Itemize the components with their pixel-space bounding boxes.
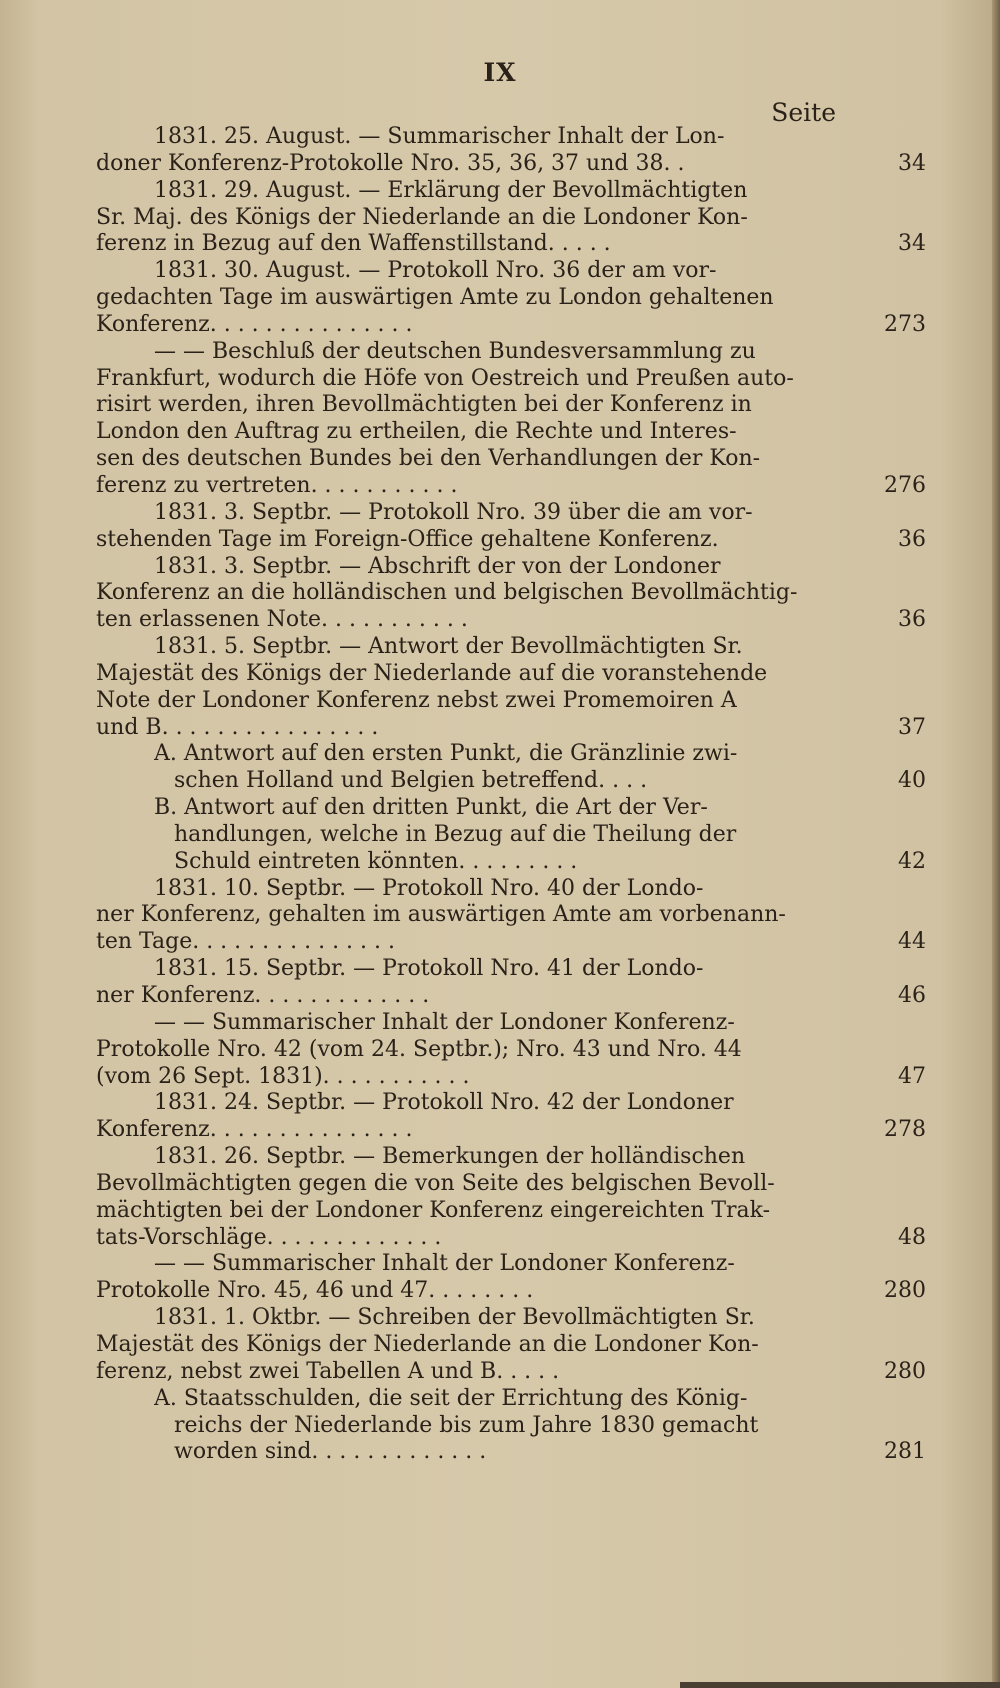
toc-entry-line: reichs der Niederlande bis zum Jahre 1830 gemacht — [174, 1412, 759, 1438]
toc-entry-line: ten Tage. . . . . . . . . . . . . . . — [96, 929, 396, 955]
toc-page-number: 278 — [884, 1117, 926, 1143]
toc-entry — [96, 499, 926, 554]
toc-entry-line: 1831. 30. August. — Protokoll Nro. 36 der am vor- — [154, 258, 717, 284]
toc-entry-line: 1831. 15. Septbr. — Protokoll Nro. 41 der Londo- — [154, 956, 704, 982]
toc-entry-line: schen Holland und Belgien betreffend. . . . — [174, 768, 648, 794]
toc-page-number: 37 — [898, 714, 926, 740]
toc-entry-line: Protokolle Nro. 45, 46 und 47. . . . . . . . — [96, 1278, 534, 1304]
toc-entry-line: tats-Vorschläge. . . . . . . . . . . . . — [96, 1224, 442, 1250]
toc-entry-line: 1831. 24. Septbr. — Protokoll Nro. 42 der Londoner — [154, 1090, 734, 1116]
toc-entry-line: — — Summarischer Inhalt der Londoner Konferenz- — [154, 1251, 735, 1277]
toc-entry-line: stehenden Tage im Foreign-Office gehaltene Konferenz. — [96, 526, 719, 552]
toc-entry-line: — — Summarischer Inhalt der Londoner Konferenz- — [154, 1009, 735, 1035]
toc-entry — [154, 1385, 926, 1467]
toc-entry-line: 1831. 3. Septbr. — Abschrift der von der Londoner — [154, 553, 721, 579]
toc-entry — [96, 1305, 926, 1386]
toc-entry — [96, 1144, 926, 1251]
toc-entry-line: ner Konferenz. . . . . . . . . . . . . — [96, 983, 430, 1008]
toc-entry-line: Majestät des Königs der Niederlande auf die voranstehende — [96, 660, 768, 686]
toc-entry-line: Majestät des Königs der Niederlande an die Londoner Kon- — [96, 1331, 759, 1357]
toc-page-number: 47 — [898, 1063, 926, 1089]
toc-entry-line: Bevollmächtigten gegen die von Seite des belgischen Bevoll- — [96, 1170, 775, 1196]
toc-page-number: 281 — [884, 1439, 926, 1465]
toc-entry-line: Sr. Maj. des Königs der Niederlande an die Londoner Kon- — [96, 204, 748, 230]
toc-entry-line: 1831. 3. Septbr. — Protokoll Nro. 39 über die am vor- — [154, 499, 753, 525]
toc-entry-line: Konferenz. . . . . . . . . . . . . . . — [96, 1117, 413, 1143]
toc-entry-line: Note der Londoner Konferenz nebst zwei Promemoiren A — [96, 687, 737, 713]
toc-page-number: 34 — [898, 231, 926, 257]
toc-page-number: 36 — [898, 526, 926, 552]
toc-entry-line: 1831. 25. August. — Summarischer Inhalt der Lon- — [154, 124, 725, 149]
toc-entry — [154, 741, 926, 795]
toc-entry-line: risirt werden, ihren Bevollmächtigten bei der Konferenz in — [96, 392, 752, 418]
toc-entry — [96, 1009, 926, 1091]
toc-entry — [96, 124, 926, 178]
toc-entry — [154, 795, 926, 876]
toc-entry-line: gedachten Tage im auswärtigen Amte zu London gehaltenen — [96, 285, 774, 311]
toc-page-number: 40 — [898, 768, 926, 794]
toc-entry-line: London den Auftrag zu ertheilen, die Rechte und Interes- — [96, 419, 737, 445]
toc-entry-line: — — Beschluß der deutschen Bundesversammlung zu — [154, 338, 756, 364]
toc-entry-line: ferenz zu vertreten. . . . . . . . . . . — [96, 472, 458, 498]
table-of-contents — [96, 124, 926, 1466]
toc-page-number: 273 — [884, 311, 926, 337]
toc-entry-line: ner Konferenz, gehalten im auswärtigen Amte am vorbenann- — [96, 902, 786, 928]
toc-entry-line: A. Antwort auf den ersten Punkt, die Gränzlinie zwi- — [154, 741, 738, 767]
toc-page-number: 46 — [898, 983, 926, 1008]
toc-page-number: 280 — [884, 1278, 926, 1304]
toc-entry — [96, 956, 926, 1010]
toc-page-number: 34 — [898, 150, 926, 176]
toc-entry — [96, 1251, 926, 1305]
toc-entry — [96, 875, 926, 957]
toc-entry — [96, 338, 926, 500]
toc-entry-line: 1831. 5. Septbr. — Antwort der Bevollmächtigten Sr. — [154, 634, 743, 660]
toc-entry — [96, 258, 926, 339]
toc-entry-line: Protokolle Nro. 42 (vom 24. Septbr.); Nro. 43 und Nro. 44 — [96, 1036, 742, 1062]
toc-entry-line: 1831. 10. Septbr. — Protokoll Nro. 40 der Londo- — [154, 875, 704, 901]
toc-page-number: 280 — [884, 1358, 926, 1384]
toc-entry-line: (vom 26 Sept. 1831). . . . . . . . . . . — [96, 1063, 470, 1089]
toc-entry — [96, 634, 926, 741]
toc-entry-line: 1831. 29. August. — Erklärung der Bevollmächtigten — [154, 177, 748, 203]
toc-entry-line: und B. . . . . . . . . . . . . . . . — [96, 714, 379, 740]
toc-entry-line: handlungen, welche in Bezug auf die Theilung der — [174, 821, 737, 847]
toc-entry-line: 1831. 1. Oktbr. — Schreiben der Bevollmächtigten Sr. — [154, 1305, 755, 1331]
toc-entry-line: ferenz, nebst zwei Tabellen A und B. . . . . — [96, 1358, 560, 1384]
toc-entry-line: worden sind. . . . . . . . . . . . . — [174, 1439, 487, 1465]
toc-page-number: 42 — [898, 848, 926, 874]
toc-entry-line: ten erlassenen Note. . . . . . . . . . . — [96, 607, 468, 633]
toc-entry-line: B. Antwort auf den dritten Punkt, die Art der Ver- — [154, 795, 708, 821]
page-edge-bottom — [680, 1682, 1000, 1688]
toc-page-number: 276 — [884, 473, 926, 498]
toc-entry-line: Konferenz. . . . . . . . . . . . . . . — [96, 311, 413, 337]
toc-entry-line: Konferenz an die holländischen und belgischen Bevollmächtig- — [96, 580, 798, 606]
toc-entry-line: Schuld eintreten könnten. . . . . . . . . — [174, 848, 578, 874]
toc-entry-line: ferenz in Bezug auf den Waffenstillstand. . . . . — [96, 231, 611, 257]
toc-entry — [96, 553, 926, 635]
toc-page-number: 36 — [898, 607, 926, 633]
page-edge — [992, 0, 1000, 1688]
toc-entry-line: A. Staatsschulden, die seit der Errichtung des König- — [154, 1385, 748, 1411]
toc-entry-line: sen des deutschen Bundes bei den Verhandlungen der Kon- — [96, 446, 761, 472]
toc-page-number: 44 — [898, 929, 926, 955]
page-number: IX — [483, 58, 517, 87]
toc-page-number: 48 — [898, 1224, 926, 1250]
toc-entry-line: Frankfurt, wodurch die Höfe von Oestreich und Preußen auto- — [96, 365, 794, 391]
toc-entry — [96, 1090, 926, 1144]
toc-entry — [96, 177, 926, 259]
page-column-label: Seite — [771, 98, 836, 127]
toc-entry-line: 1831. 26. Septbr. — Bemerkungen der holländischen — [154, 1144, 746, 1170]
toc-entry-line: mächtigten bei der Londoner Konferenz eingereichten Trak- — [96, 1197, 771, 1223]
toc-entry-line: doner Konferenz-Protokolle Nro. 35, 36, 37 und 38. . — [96, 150, 685, 176]
